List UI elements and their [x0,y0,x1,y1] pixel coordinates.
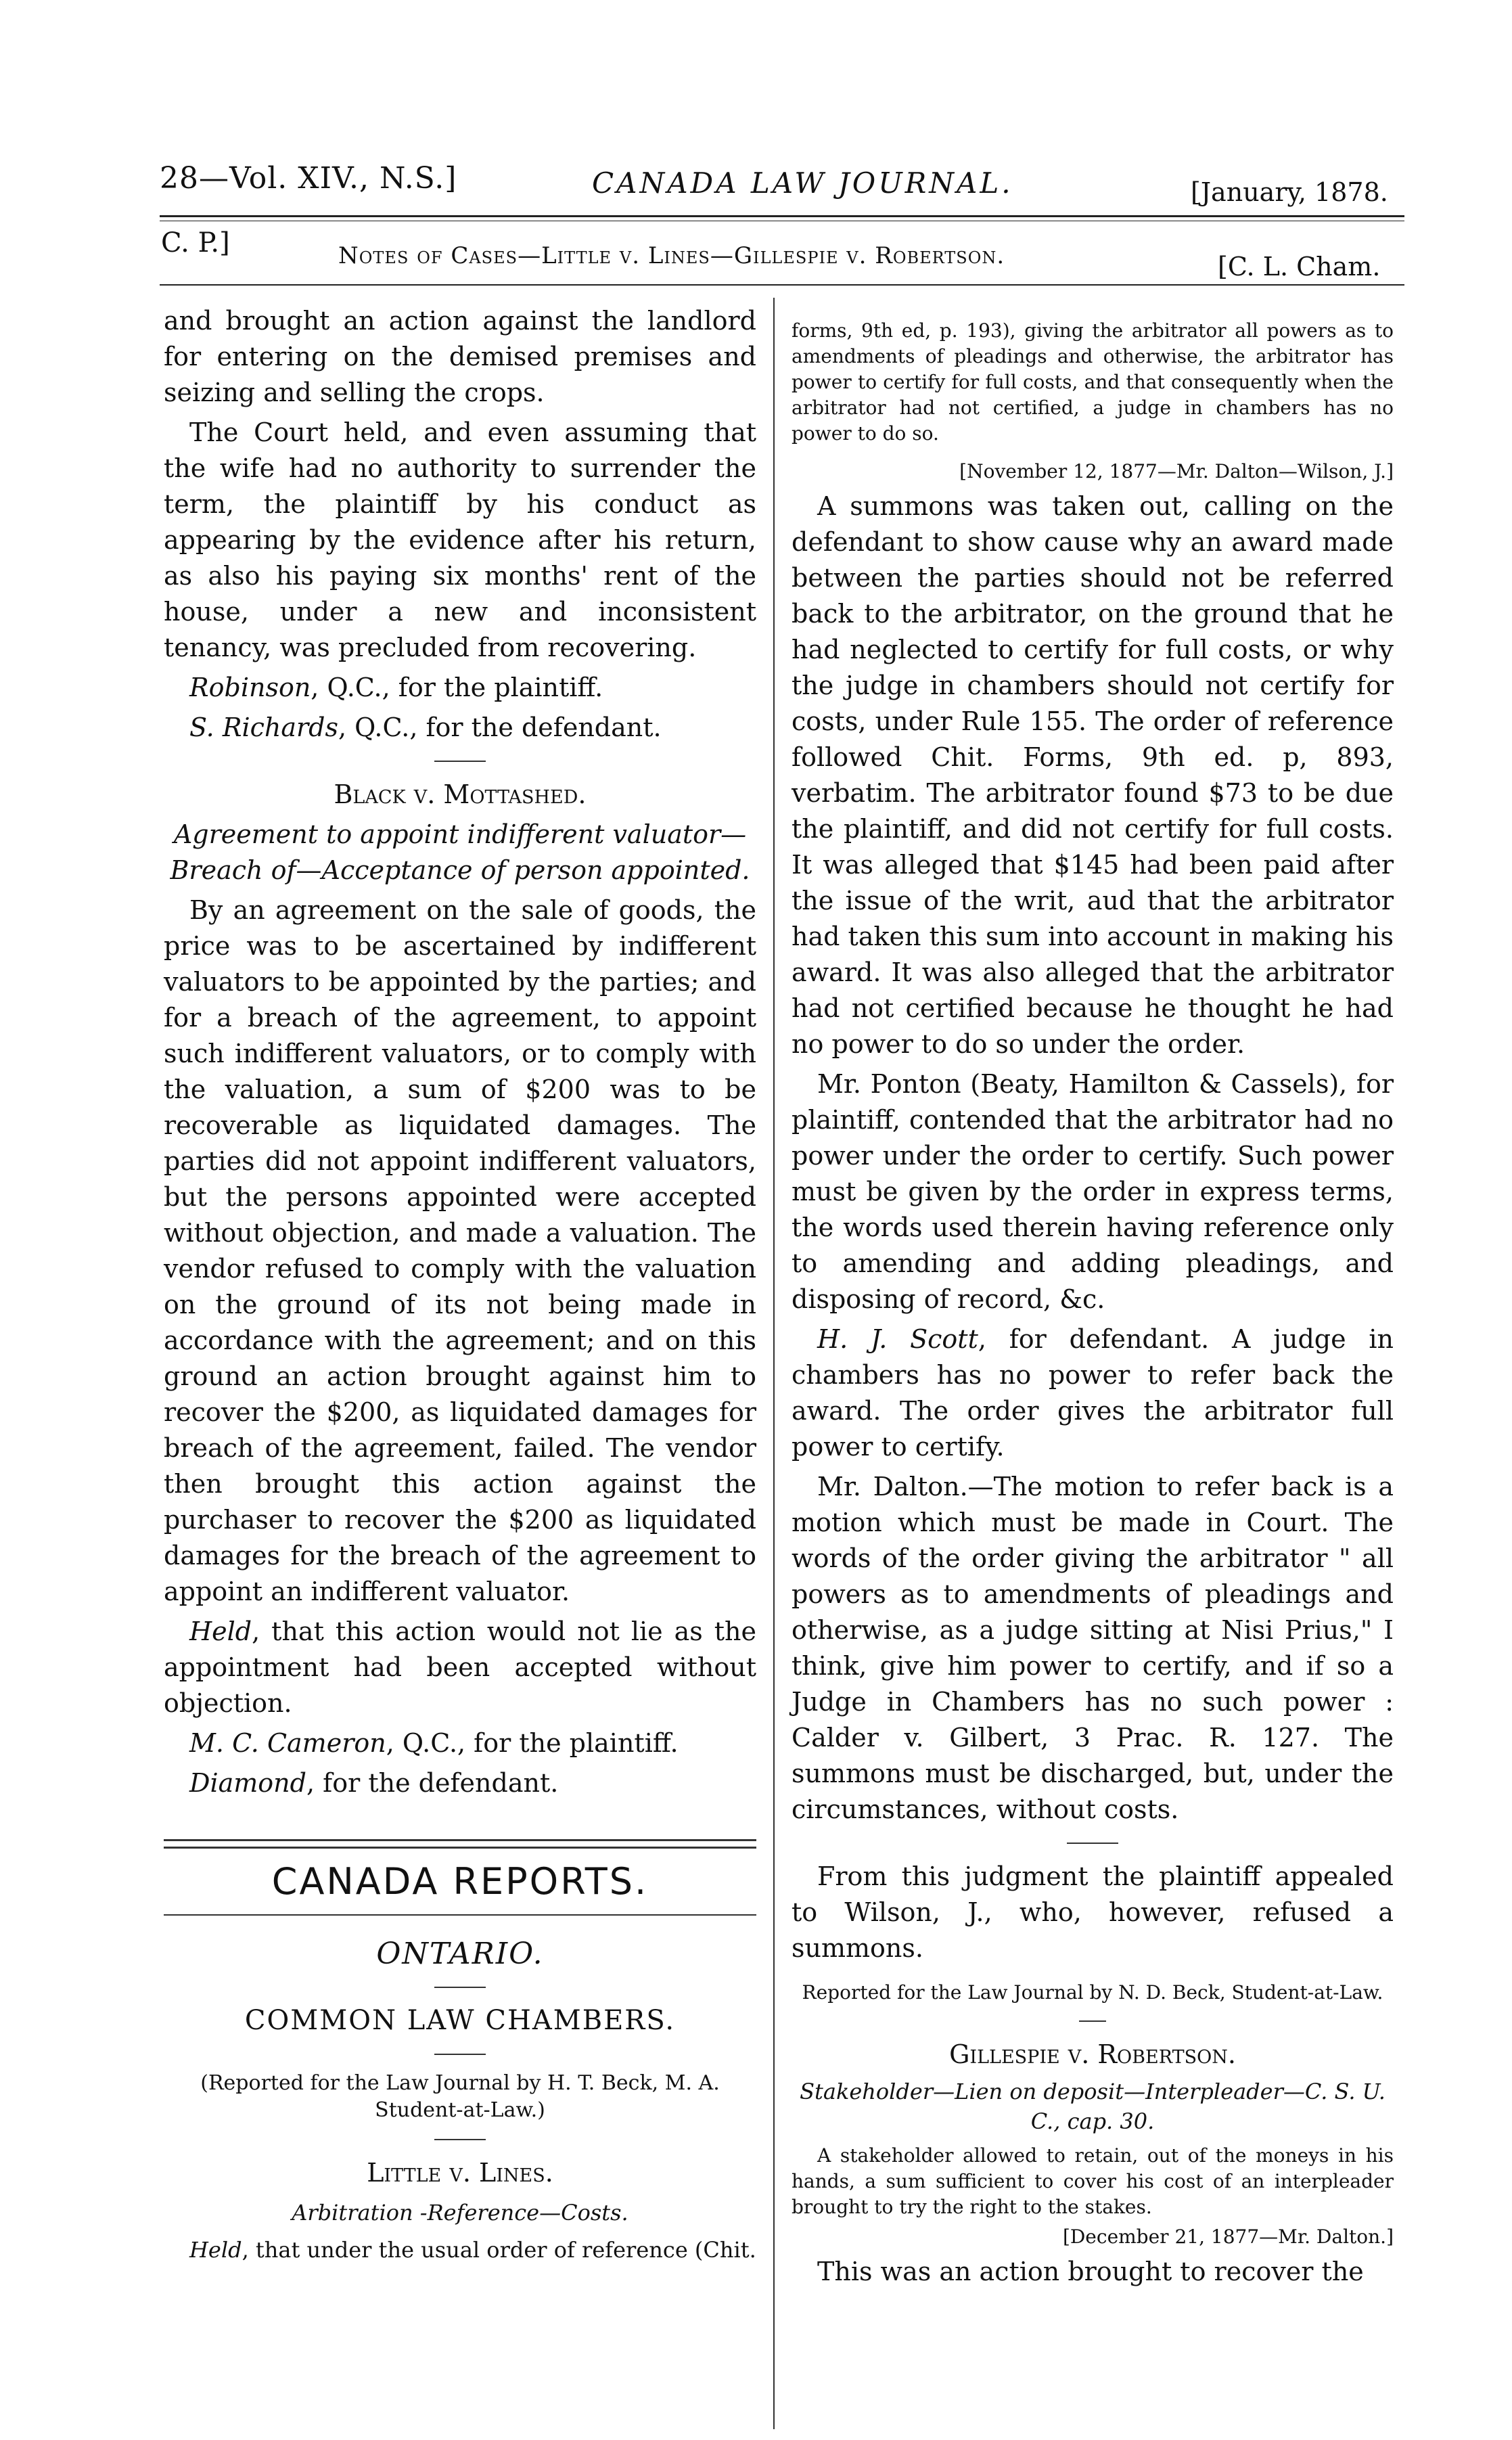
paragraph: Mr. Dalton.—The motion to refer back is a motion which must be made in Court. The words of the order giving the arbitrator " all powers as to amendments of pleadings and otherwise, as a judge sitting at Nisi Prius," I think, give him power to certify, and if so a Judge in Chambers has no such power : Calder v. Gilbert, 3 Prac. R. 127. The summons must be discharged, but, under the circumstances, without costs. [792,1472,1394,1824]
case-title: Gillespie v. Robertson. [949,2039,1236,2069]
double-rule [164,1839,756,1849]
court-heading: COMMON LAW CHAMBERS. [244,2005,676,2036]
running-header-date: [January, 1878. [1191,177,1388,207]
holding [164,1614,756,1721]
counsel-line [164,670,756,706]
paragraph [792,1321,1394,1465]
held-word: Held [189,1617,252,1646]
column-divider [773,298,775,2429]
right-column [792,318,1394,2294]
section-divider [434,2054,486,2055]
section-divider [1067,1843,1118,1844]
case-subtitle: Arbitration -Reference—Costs. [292,2200,628,2226]
counsel-name: H. J. Scott [817,1324,978,1354]
paragraph: Mr. Ponton (Beaty, Hamilton & Cassels), for plaintiff, contended that the arbitrator had no power under the order to certify. Such power must be given by the order in express terms, the words used therein having reference only to amending and adding pleadings, and disposing of record, &c. [792,1069,1394,1314]
subheader-court-left: C. P.] [161,227,230,258]
case-title: Black v. Mottashed. [334,780,587,809]
paragraph: From this judgment the plaintiff appealed to Wilson, J., who, however, refused a summons. [792,1861,1394,1963]
reporter-note: Reported for the Law Journal by N. D. Beck, Student-at-Law. [802,1981,1383,2004]
paragraph: By an agreement on the sale of goods, the price was to be ascertained by indifferent valuators to be appointed by the parties; and for a breach of the agreement, to appoint such indifferent valuators, or to comply with the valuation, a sum of $200 was to be recoverable as liquidated damages. The parties did not appoint indifferent valuators, but the persons appointed were accepted without objection, and made a valuation. The vendor refused to comply with the valuation on the ground of its not being made in accordance with the agreement; and on this ground an action brought against him to recover the $200, as liquidated damages for breach of the agreement, failed. The vendor then brought this action against the purchaser to recover the $200 as liquidated damages for the breach of the agreement to appoint an indifferent valuator. [164,895,756,1606]
counsel-role: , Q.C., for the plaintiff. [386,1728,679,1758]
headnote: A stakeholder allowed to retain, out of the moneys in his hands, a sum sufficient to cover his cost of an interpleader brought to try the right to the stakes. [792,2144,1394,2218]
section-divider [434,761,486,762]
held-text: , that this action would not lie as the appointment had been accepted without objection. [164,1617,756,1718]
journal-title: CANADA LAW JOURNAL. [592,166,1013,200]
paragraph-text: , for defendant. A judge in chambers has no power to refer back the award. The order gives the arbitrator full power to certify. [792,1324,1394,1462]
left-column [164,303,756,2269]
held-word: Held [189,2237,242,2263]
reports-heading: CANADA REPORTS. [271,1860,649,1903]
paragraph: and brought an action against the landlord for entering on the demised premises and seizing and selling the crops. [164,306,756,407]
running-header-volume: 28—Vol. XIV., N.S.] [160,161,457,196]
paragraph: The Court held, and even assuming that the wife had no authority to surrender the term, the plaintiff by his conduct as appearing by the evidence after his return, as also his paying six months' rent of the house, under a new and inconsistent tenancy, was precluded from recovering. [164,417,756,662]
decision-date: [November 12, 1877—Mr. Dalton—Wilson, J.] [959,460,1394,482]
headnote: forms, 9th ed, p. 193), giving the arbitrator all powers as to amendments of pleadings and otherwise, the arbitrator has power to certify for full costs, and that consequently when the arbitrator had not certified, a judge in chambers has no power to do so. [792,319,1394,445]
case-subtitle: Agreement to appoint indifferent valuator—Breach of—Acceptance of person appointed. [170,819,750,885]
header-rule-top [160,215,1404,217]
counsel-line [164,1765,756,1801]
reporter-note: (Reported for the Law Journal by H. T. Beck, M. A. Student-at-Law.) [200,2071,720,2122]
case-title: Little v. Lines. [367,2158,553,2188]
counsel-role: , Q.C., for the plaintiff. [311,673,603,702]
section-rule [164,1914,756,1916]
counsel-name: M. C. Cameron [189,1728,386,1758]
counsel-name: Diamond [189,1768,306,1798]
subheader-court-right: [C. L. Cham. [1218,252,1381,281]
held-text: , that under the usual order of reference (Chit. [242,2237,756,2263]
section-divider [1079,2020,1106,2022]
subheader-cases: Notes of Cases—Little v. Lines—Gillespie v. Robertson. [338,242,1005,269]
counsel-line [164,710,756,746]
section-divider [434,1987,486,1988]
case-subtitle: Stakeholder—Lien on deposit—Interpleader—C. S. U. C., cap. 30. [800,2079,1385,2134]
counsel-role: , for the defendant. [306,1768,559,1798]
counsel-role: , Q.C., for the defendant. [338,713,662,742]
paragraph: A summons was taken out, calling on the defendant to show cause why an award made between the parties should not be referred back to the arbitrator, on the ground that he had neglected to certify for full costs, or why the judge in chambers should not certify for costs, under Rule 155. The order of reference followed Chit. Forms, 9th ed. p, 893, verbatim. The arbitrator found $73 to be due the plaintiff, and did not certify for full costs. It was alleged that $145 had been paid after the issue of the writ, aud that the arbitrator had taken this sum into account in making his award. It was also alleged that the arbitrator had not certified because he thought he had no power to do so under the order. [792,491,1394,1059]
headnote [164,2235,756,2265]
section-divider [434,2139,486,2140]
province-heading: ONTARIO. [376,1937,544,1971]
counsel-name: Robinson [189,673,311,702]
counsel-name: S. Richards [189,713,339,742]
paragraph: This was an action brought to recover the [817,2257,1364,2286]
counsel-line [164,1725,756,1761]
decision-date: [December 21, 1877—Mr. Dalton.] [1062,2226,1394,2248]
subheader-rule [160,284,1404,286]
